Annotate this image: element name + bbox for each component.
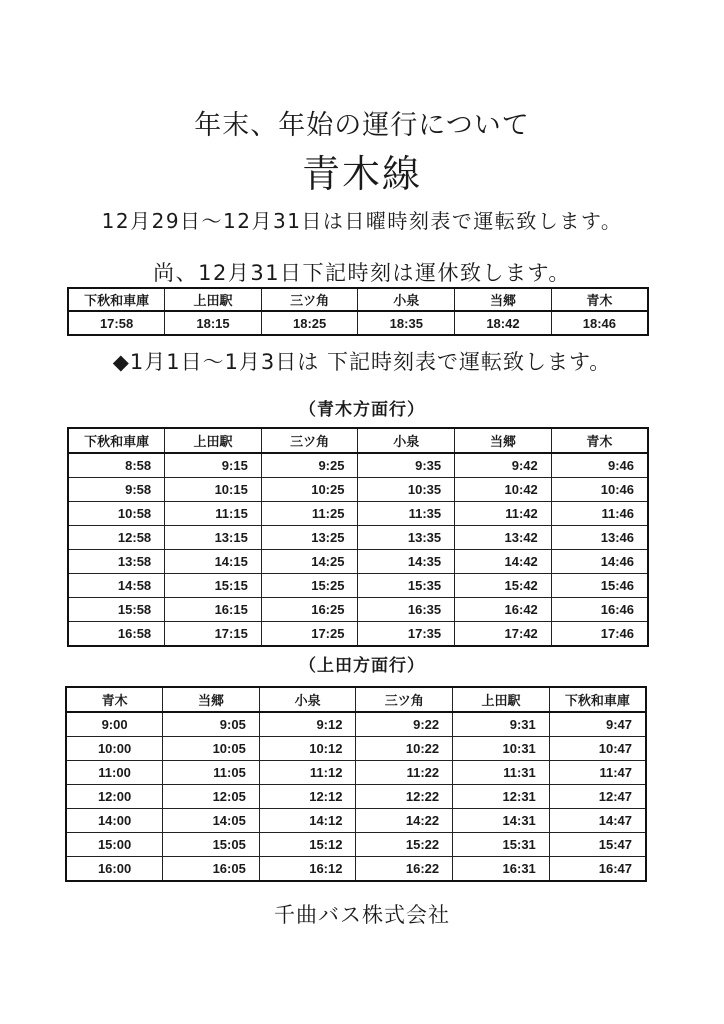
company-name: 千曲バス株式会社 — [274, 903, 450, 927]
notice-suspended: 尚、12月31日下記時刻は運休致します。 — [153, 261, 571, 285]
departure-time: 12:05 — [163, 785, 260, 809]
stop-header: 小泉 — [358, 428, 455, 453]
stop-header: 青木 — [66, 687, 163, 712]
departure-time: 9:58 — [68, 478, 165, 502]
departure-time: 18:15 — [165, 311, 262, 335]
departure-time: 11:15 — [165, 502, 262, 526]
departure-time: 14:25 — [261, 550, 358, 574]
departure-time: 10:22 — [356, 737, 453, 761]
departure-time: 15:46 — [551, 574, 648, 598]
departure-time: 10:46 — [551, 478, 648, 502]
notice-period: 12月29日～12月31日は日曜時刻表で運転致します。 — [101, 209, 623, 233]
stop-header: 小泉 — [259, 687, 356, 712]
stop-header: 上田駅 — [165, 428, 262, 453]
table-row — [66, 737, 646, 761]
departure-time: 11:22 — [356, 761, 453, 785]
departure-time: 15:42 — [455, 574, 552, 598]
departure-time: 18:46 — [551, 311, 648, 335]
departure-time: 17:35 — [358, 622, 455, 647]
table-row — [68, 598, 648, 622]
departure-time: 14:42 — [455, 550, 552, 574]
departure-time: 15:00 — [66, 833, 163, 857]
departure-time: 16:12 — [259, 857, 356, 882]
stop-header: 小泉 — [358, 288, 455, 311]
departure-time: 11:35 — [358, 502, 455, 526]
departure-time: 16:35 — [358, 598, 455, 622]
departure-time: 16:46 — [551, 598, 648, 622]
table-row — [66, 857, 646, 882]
departure-time: 12:00 — [66, 785, 163, 809]
departure-time: 16:42 — [455, 598, 552, 622]
table-header-row — [66, 687, 646, 712]
departure-time: 14:05 — [163, 809, 260, 833]
departure-time: 15:58 — [68, 598, 165, 622]
table-row — [66, 712, 646, 737]
departure-time: 11:31 — [453, 761, 550, 785]
departure-time: 11:00 — [66, 761, 163, 785]
departure-time: 15:47 — [549, 833, 646, 857]
departure-time: 13:58 — [68, 550, 165, 574]
departure-time: 9:00 — [66, 712, 163, 737]
stop-header: 下秋和車庫 — [68, 428, 165, 453]
table-row — [68, 502, 648, 526]
departure-time: 9:46 — [551, 453, 648, 478]
departure-time: 18:25 — [261, 311, 358, 335]
departure-time: 10:31 — [453, 737, 550, 761]
table-row — [66, 761, 646, 785]
caption-to-aoki: （青木方面行） — [299, 400, 425, 420]
departure-time: 17:25 — [261, 622, 358, 647]
departure-time: 15:35 — [358, 574, 455, 598]
departure-time: 13:15 — [165, 526, 262, 550]
departure-time: 13:46 — [551, 526, 648, 550]
route-name: 青木線 — [301, 152, 422, 196]
departure-time: 18:42 — [455, 311, 552, 335]
departure-time: 14:46 — [551, 550, 648, 574]
departure-time: 16:58 — [68, 622, 165, 647]
departure-time: 13:25 — [261, 526, 358, 550]
table-header-row — [68, 288, 648, 311]
caption-to-ueda: （上田方面行） — [299, 656, 425, 676]
departure-time: 12:47 — [549, 785, 646, 809]
table-row — [66, 785, 646, 809]
departure-time: 11:46 — [551, 502, 648, 526]
stop-header: 当郷 — [455, 288, 552, 311]
departure-time: 12:22 — [356, 785, 453, 809]
departure-time: 12:58 — [68, 526, 165, 550]
stop-header: 青木 — [551, 428, 648, 453]
stop-header: 当郷 — [455, 428, 552, 453]
departure-time: 9:47 — [549, 712, 646, 737]
departure-time: 17:15 — [165, 622, 262, 647]
departure-time: 14:47 — [549, 809, 646, 833]
suspended-timetable — [67, 287, 649, 336]
departure-time: 11:47 — [549, 761, 646, 785]
departure-time: 15:05 — [163, 833, 260, 857]
departure-time: 10:25 — [261, 478, 358, 502]
table-row — [66, 833, 646, 857]
departure-time: 12:12 — [259, 785, 356, 809]
departure-time: 10:42 — [455, 478, 552, 502]
departure-time: 8:58 — [68, 453, 165, 478]
departure-time: 9:35 — [358, 453, 455, 478]
departure-time: 16:47 — [549, 857, 646, 882]
departure-time: 9:22 — [356, 712, 453, 737]
departure-time: 9:42 — [455, 453, 552, 478]
departure-time: 14:15 — [165, 550, 262, 574]
stop-header: 上田駅 — [453, 687, 550, 712]
departure-time: 11:25 — [261, 502, 358, 526]
departure-time: 9:31 — [453, 712, 550, 737]
stop-header: 青木 — [551, 288, 648, 311]
departure-time: 9:12 — [259, 712, 356, 737]
departure-time: 14:35 — [358, 550, 455, 574]
departure-time: 16:31 — [453, 857, 550, 882]
departure-time: 16:05 — [163, 857, 260, 882]
departure-time: 16:25 — [261, 598, 358, 622]
departure-time: 11:05 — [163, 761, 260, 785]
departure-time: 15:15 — [165, 574, 262, 598]
notice-newyear: ◆1月1日～1月3日は 下記時刻表で運転致します。 — [112, 350, 612, 374]
table-row — [66, 809, 646, 833]
table-row — [68, 311, 648, 335]
departure-time: 10:15 — [165, 478, 262, 502]
stop-header: 下秋和車庫 — [549, 687, 646, 712]
departure-time: 17:46 — [551, 622, 648, 647]
table-row — [68, 622, 648, 647]
departure-time: 14:22 — [356, 809, 453, 833]
departure-time: 16:15 — [165, 598, 262, 622]
departure-time: 15:22 — [356, 833, 453, 857]
departure-time: 12:31 — [453, 785, 550, 809]
table-row — [68, 574, 648, 598]
departure-time: 18:35 — [358, 311, 455, 335]
timetable-to-aoki — [67, 427, 649, 647]
stop-header: 三ツ角 — [261, 288, 358, 311]
departure-time: 14:58 — [68, 574, 165, 598]
departure-time: 14:00 — [66, 809, 163, 833]
notice-title: 年末、年始の運行について — [194, 110, 530, 141]
table-row — [68, 478, 648, 502]
departure-time: 9:25 — [261, 453, 358, 478]
departure-time: 10:58 — [68, 502, 165, 526]
departure-time: 10:12 — [259, 737, 356, 761]
departure-time: 11:12 — [259, 761, 356, 785]
stop-header: 下秋和車庫 — [68, 288, 165, 311]
stop-header: 三ツ角 — [356, 687, 453, 712]
departure-time: 15:31 — [453, 833, 550, 857]
departure-time: 17:58 — [68, 311, 165, 335]
departure-time: 10:05 — [163, 737, 260, 761]
departure-time: 15:25 — [261, 574, 358, 598]
departure-time: 14:31 — [453, 809, 550, 833]
departure-time: 16:00 — [66, 857, 163, 882]
stop-header: 当郷 — [163, 687, 260, 712]
departure-time: 13:35 — [358, 526, 455, 550]
departure-time: 13:42 — [455, 526, 552, 550]
table-row — [68, 526, 648, 550]
departure-time: 9:05 — [163, 712, 260, 737]
departure-time: 16:22 — [356, 857, 453, 882]
departure-time: 10:00 — [66, 737, 163, 761]
departure-time: 10:35 — [358, 478, 455, 502]
departure-time: 17:42 — [455, 622, 552, 647]
stop-header: 三ツ角 — [261, 428, 358, 453]
departure-time: 10:47 — [549, 737, 646, 761]
departure-time: 9:15 — [165, 453, 262, 478]
departure-time: 14:12 — [259, 809, 356, 833]
stop-header: 上田駅 — [165, 288, 262, 311]
timetable-to-ueda — [65, 686, 647, 882]
departure-time: 15:12 — [259, 833, 356, 857]
departure-time: 11:42 — [455, 502, 552, 526]
table-row — [68, 550, 648, 574]
table-header-row — [68, 428, 648, 453]
table-row — [68, 453, 648, 478]
